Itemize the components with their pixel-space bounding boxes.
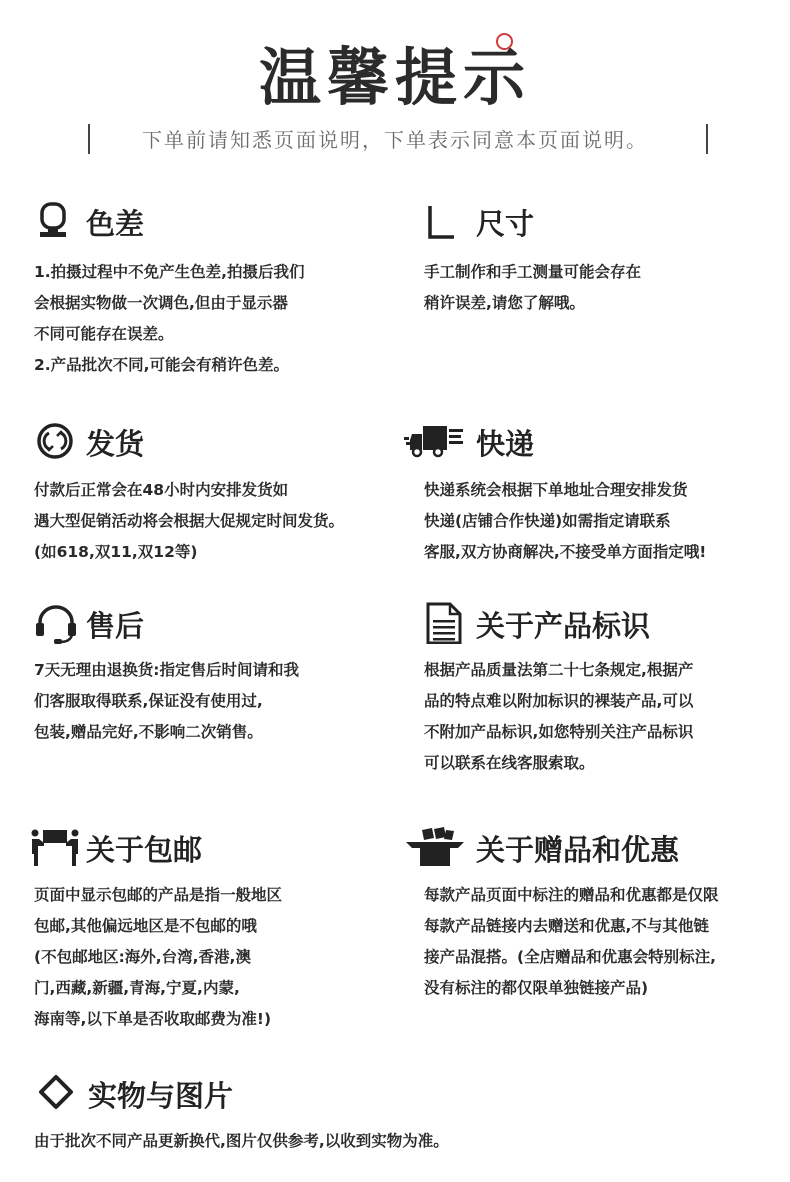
section-text-line: 没有标注的都仅限单独链接产品) (424, 979, 649, 997)
section-shipping (34, 420, 404, 561)
section-text-line: 可以联系在线客服索取。 (424, 754, 595, 772)
page-title: 温馨提示 (258, 41, 531, 114)
section-text-line: 海南等,以下单是否收取邮费为准!) (34, 1010, 272, 1028)
section-actual-vs-photo (34, 1072, 756, 1150)
section-color-difference (34, 200, 394, 374)
section-title: 发货 (86, 427, 145, 461)
section-title: 快递 (476, 427, 535, 461)
section-text-line: 包装,赠品完好,不影响二次销售。 (34, 723, 263, 741)
refresh-icon (34, 420, 78, 462)
headset-icon (34, 602, 78, 644)
truck-icon (404, 420, 464, 462)
section-free-shipping (30, 826, 390, 1028)
section-text-line: 不附加产品标识,如您特别关注产品标识 (424, 723, 694, 741)
section-text-line: 客服,双方协商解决,不接受单方面指定哦! (424, 543, 707, 561)
section-text-line: 手工制作和手工测量可能会存在 (424, 263, 642, 281)
gift-box-icon (406, 826, 466, 868)
section-text-line: 包邮,其他偏远地区是不包邮的哦 (34, 917, 257, 935)
section-title: 实物与图片 (88, 1079, 234, 1113)
delivery-people-icon (30, 826, 80, 868)
section-text-line: 付款后正常会在48小时内安排发货如 (34, 481, 289, 499)
section-after-sales (34, 602, 394, 741)
document-icon (424, 602, 468, 644)
section-text-line: 不同可能存在误差。 (34, 325, 174, 343)
section-text-line: 每款产品链接内去赠送和优惠,不与其他链 (424, 917, 709, 935)
section-text-line: 门,西藏,新疆,青海,宁夏,内蒙, (34, 979, 240, 997)
section-text-line: 由于批次不同产品更新换代,图片仅供参考,以收到实物为准。 (34, 1132, 449, 1150)
section-express (404, 420, 774, 561)
page-subtitle: 下单前请知悉页面说明，下单表示同意本页面说明。 (142, 128, 648, 152)
section-text-line: 每款产品页面中标注的赠品和优惠都是仅限 (424, 886, 719, 904)
title-accent-circle (496, 33, 513, 50)
section-text-line: 稍许误差,请您了解哦。 (424, 294, 585, 312)
divider-right (706, 124, 708, 154)
ruler-icon (424, 200, 468, 242)
section-text-line: 品的特点难以附加标识的裸装产品,可以 (424, 692, 694, 710)
section-text-line: (如618,双11,双12等) (34, 543, 198, 561)
section-title: 色差 (86, 207, 145, 241)
diamond-icon (36, 1072, 80, 1114)
section-text-line: 7天无理由退换货:指定售后时间请和我 (34, 661, 299, 679)
section-title: 售后 (86, 609, 145, 643)
section-title: 尺寸 (476, 207, 535, 241)
section-product-label (424, 602, 774, 772)
section-gifts-offers (406, 826, 776, 997)
section-text-line: 会根据实物做一次调色,但由于显示器 (34, 294, 288, 312)
section-text-line: 快递系统会根据下单地址合理安排发货 (424, 481, 688, 499)
section-title: 关于包邮 (86, 833, 203, 867)
section-text-line: 接产品混搭。(全店赠品和优惠会特别标注, (424, 948, 716, 966)
monitor-icon (34, 200, 78, 242)
section-text-line: 2.产品批次不同,可能会有稍许色差。 (34, 356, 290, 374)
section-text-line: 们客服取得联系,保证没有使用过, (34, 692, 263, 710)
section-text-line: 页面中显示包邮的产品是指一般地区 (34, 886, 283, 904)
section-title: 关于产品标识 (476, 609, 651, 643)
section-size (424, 200, 774, 312)
section-text-line: (不包邮地区:海外,台湾,香港,澳 (34, 948, 251, 966)
section-text-line: 快递(店铺合作快递)如需指定请联系 (424, 512, 671, 530)
section-text-line: 1.拍摄过程中不免产生色差,拍摄后我们 (34, 263, 305, 281)
section-title: 关于赠品和优惠 (476, 833, 680, 867)
section-text-line: 遇大型促销活动将会根据大促规定时间发货。 (34, 512, 345, 530)
section-text-line: 根据产品质量法第二十七条规定,根据产 (424, 661, 694, 679)
